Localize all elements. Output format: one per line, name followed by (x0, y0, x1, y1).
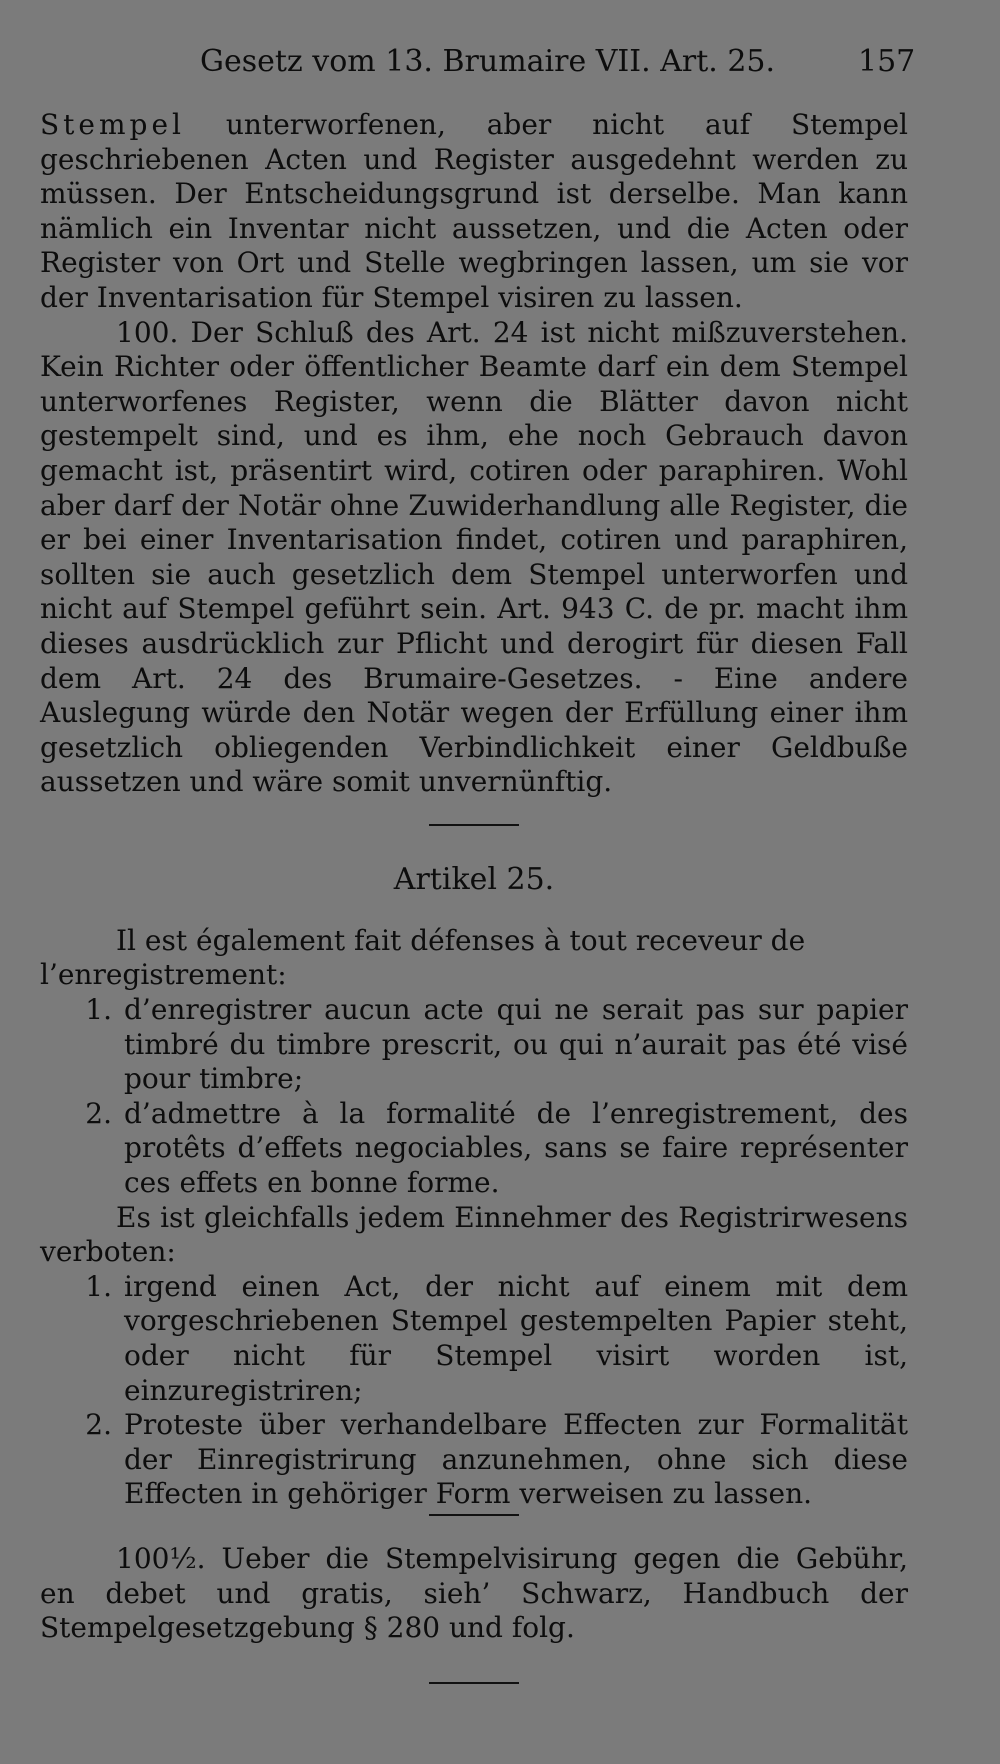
page-body (40, 108, 908, 1684)
page-number: 157 (858, 44, 916, 79)
french-list-item (40, 993, 908, 1097)
spaced-first-word: Stempel (40, 108, 186, 141)
german-intro: Es ist gleichfalls jedem Einnehmer des Registrirwesens verboten: (40, 1200, 908, 1269)
list-number: 2. (85, 1408, 112, 1442)
article-title: Artikel 25. (393, 861, 555, 897)
section-divider (429, 824, 519, 826)
list-number: 2. (85, 1096, 112, 1130)
note-paragraph: 100½. Ueber die Stempelvisirung gegen die Gebühr, en debet und gratis, sieh’ Schwarz, Handbuch der Stempelgesetzgebung § 280 und folg. (40, 1541, 908, 1645)
list-text: d’enregistrer aucun acte qui ne serait pas sur papier timbré du timbre prescrit, ou qui n’aurait pas été visé pour timbre; (124, 993, 908, 1096)
german-list-item (40, 1408, 908, 1512)
list-text: d’admettre à la formalité de l’enregistrement, des protêts d’effets negociables, sans se faire représenter ces effets en bonne forme. (124, 1096, 908, 1200)
paragraph-100: 100. Der Schluß des Art. 24 ist nicht mißzuverstehen. Kein Richter oder öffentlicher Beamte darf ein dem Stempel unterworfenes Register, wenn die Blätter davon nicht gestempelt sind, und es ihm, ehe noch Gebrauch davon gemacht ist, präsentirt wird, cotiren oder paraphiren. Wohl aber darf der Notär ohne Zuwiderhandlung alle Register, die er bei einer Inventarisation findet, cotiren und paraphiren, sollten sie auch gesetzlich dem Stempel unterworfen und nicht auf Stempel geführt sein. Art. 943 C. de pr. macht ihm dieses ausdrücklich zur Pflicht und derogirt für diesen Fall dem Art. 24 des Brumaire-Gesetzes. - Eine andere Auslegung würde den Notär wegen der Erfüllung einer ihm gesetzlich obliegenden Verbindlichkeit einer Geldbuße aussetzen und wäre somit unvernünftig. (40, 315, 908, 799)
french-list-item (40, 1097, 908, 1201)
closing-divider (429, 1682, 519, 1684)
page-header (0, 44, 1000, 94)
french-intro: Il est également fait défenses à tout receveur de l’enregistrement: (40, 923, 806, 992)
list-text: Proteste über verhandelbare Effecten zur Formalität der Einregistrirung anzunehmen, ohne sich diese Effecten in gehöriger Form verweisen zu lassen. (124, 1408, 908, 1511)
list-number: 1. (85, 1269, 112, 1303)
running-title: Gesetz vom 13. Brumaire VII. Art. 25. (200, 44, 776, 79)
list-number: 1. (85, 993, 112, 1027)
german-list-item (40, 1270, 908, 1408)
note-divider (429, 1514, 519, 1516)
continued-paragraph: Stempel unterworfenen, aber nicht auf Stempel geschriebenen Acten und Register ausgedehnt werden zu müssen. Der Entscheidungsgrund ist derselbe. Man kann nämlich ein Inventar nicht aussetzen, und die Acten oder Register von Ort und Stelle wegbringen lassen, um sie vor der Inventarisation für Stempel visiren zu lassen. (40, 108, 908, 314)
list-text: irgend einen Act, der nicht auf einem mit dem vorgeschriebenen Stempel gestempelten Papier steht, oder nicht für Stempel visirt worden ist, einzuregistriren; (124, 1269, 908, 1407)
